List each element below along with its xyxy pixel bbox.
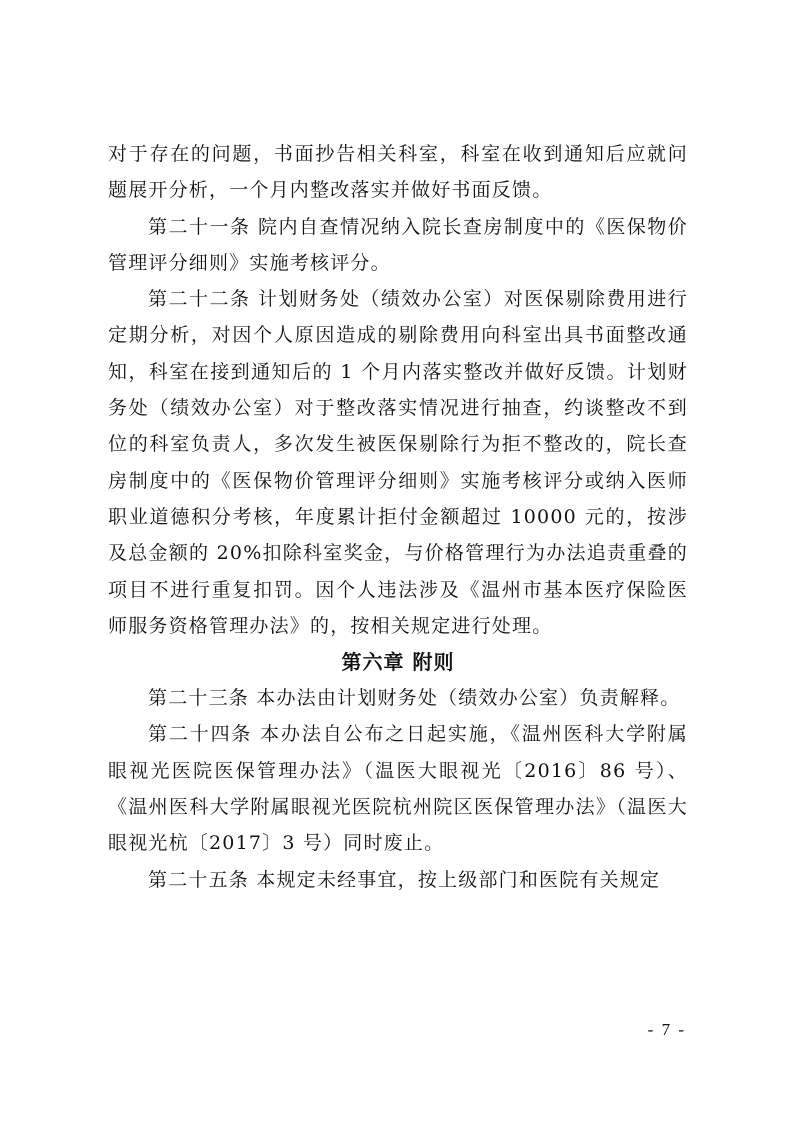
article-25-paragraph: 第二十五条 本规定未经事宜，按上级部门和医院有关规定 <box>148 868 661 891</box>
article-21-paragraph: 第二十一条 院内自查情况纳入院长查房制度中的《医保物价管理评分细则》实施考核评分。 <box>108 215 688 274</box>
document-body <box>108 136 688 898</box>
chapter-heading: 第六章 附则 <box>341 650 455 675</box>
paragraph-continuation: 对于存在的问题，书面抄告相关科室，科室在收到通知后应就问题展开分析，一个月内整改落实并做好书面反馈。 <box>108 143 688 202</box>
page-number: - 7 - <box>647 1020 686 1039</box>
article-22-paragraph: 第二十二条 计划财务处（绩效办公室）对医保剔除费用进行定期分析，对因个人原因造成的剔除费用向科室出具书面整改通知，科室在接到通知后的 1 个月内落实整改并做好反馈。计划财务处（绩效办公室）对于整改落实情况进行抽查，约谈整改不到位的科室负责人，多次发生被医保剔除行为拒不整改的，院长查房制度中的《医保物价管理评分细则》实施考核评分或纳入医师职业道德积分考核，年度累计拒付金额超过 10000 元的，按涉及总金额的 20%扣除科室奖金，与价格管理行为办法追责重叠的项目不进行重复扣罚。因个人违法涉及《温州市基本医疗保险医师服务资格管理办法》的，按相关规定进行处理。 <box>108 288 688 637</box>
article-24-paragraph: 第二十四条 本办法自公布之日起实施，《温州医科大学附属眼视光医院医保管理办法》（温医大眼视光〔2016〕86 号）、《温州医科大学附属眼视光医院杭州院区医保管理办法》（温医大眼视光杭〔2017〕3 号）同时废止。 <box>108 723 688 855</box>
article-23-paragraph: 第二十三条 本办法由计划财务处（绩效办公室）负责解释。 <box>148 687 681 710</box>
